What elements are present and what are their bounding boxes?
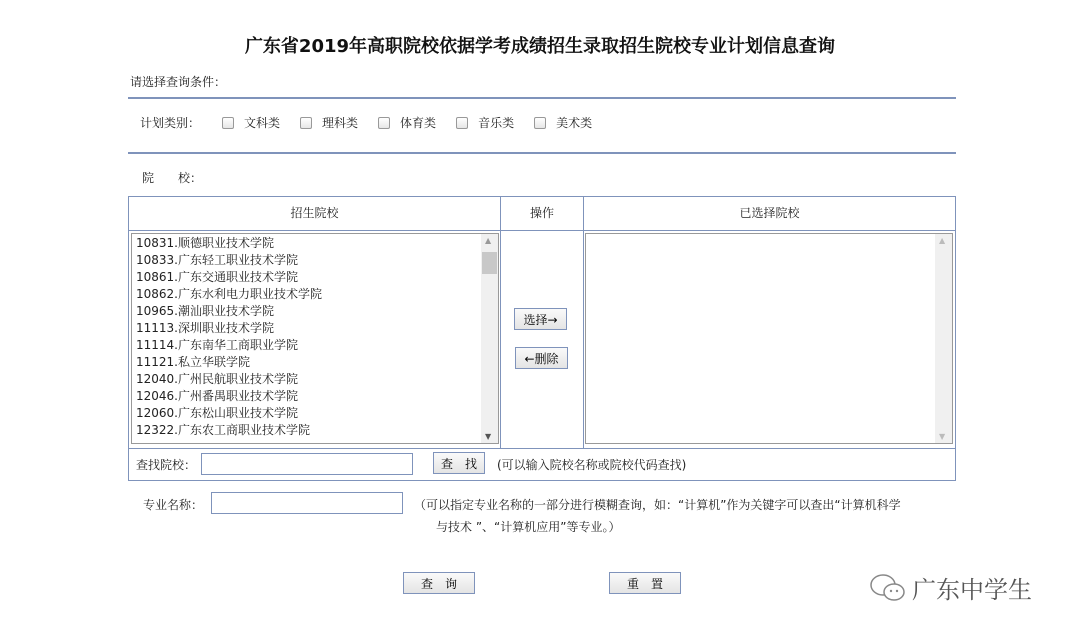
divider: [128, 152, 956, 154]
checkbox-like[interactable]: [300, 114, 358, 131]
checkbox-label: 理科类: [322, 116, 359, 130]
prompt-label: 请选择查询条件：: [130, 75, 227, 89]
school-option[interactable]: 12040.广州民航职业技术学院: [136, 372, 298, 386]
checkbox[interactable]: [534, 117, 546, 129]
school-option[interactable]: 10831.顺德职业技术学院: [136, 236, 274, 250]
reset-button[interactable]: 重 置: [609, 572, 681, 594]
scroll-down-icon[interactable]: ▼: [485, 432, 492, 441]
school-option[interactable]: 12060.广东松山职业技术学院: [136, 406, 298, 420]
checkbox-yinyue[interactable]: [456, 114, 514, 131]
watermark: [868, 570, 1032, 605]
header-schools: 招生院校: [128, 196, 501, 231]
scrollbar[interactable]: [935, 234, 952, 443]
find-label: 查找院校：: [136, 458, 197, 472]
plan-type-label: 计划类别：: [140, 116, 201, 130]
school-option[interactable]: 12322.广东农工商职业技术学院: [136, 423, 310, 437]
scroll-down-icon[interactable]: ▼: [939, 432, 946, 441]
school-option[interactable]: 11113.深圳职业技术学院: [136, 321, 274, 335]
remove-button[interactable]: ←删除: [515, 347, 568, 369]
checkbox-label: 体育类: [400, 116, 437, 130]
checkbox-label: 文科类: [244, 116, 281, 130]
checkbox[interactable]: [378, 117, 390, 129]
selected-listbox[interactable]: [585, 233, 953, 444]
school-listbox[interactable]: [131, 233, 499, 444]
school-option[interactable]: 10862.广东水利电力职业技术学院: [136, 287, 322, 301]
scrollbar[interactable]: [481, 234, 498, 443]
checkbox-tiyu[interactable]: [378, 114, 436, 131]
school-option[interactable]: 11121.私立华联学院: [136, 355, 250, 369]
find-button[interactable]: 查 找: [433, 452, 485, 474]
school-option[interactable]: 11114.广东南华工商职业学院: [136, 338, 298, 352]
query-button[interactable]: 查 询: [403, 572, 475, 594]
scroll-thumb[interactable]: [482, 252, 497, 274]
checkbox-wenke[interactable]: [222, 114, 280, 131]
checkbox-meishu[interactable]: [534, 114, 592, 131]
wechat-icon: [868, 571, 908, 605]
school-option[interactable]: 10861.广东交通职业技术学院: [136, 270, 298, 284]
ops-cell: [500, 230, 584, 449]
checkbox[interactable]: [222, 117, 234, 129]
checkbox-label: 音乐类: [478, 116, 515, 130]
watermark-text: 广东中学生: [912, 576, 1032, 604]
checkbox[interactable]: [300, 117, 312, 129]
find-school-input[interactable]: [201, 453, 413, 475]
header-ops: 操作: [500, 196, 584, 231]
major-hint-line1: （可以指定专业名称的一部分进行模糊查询，如：“计算机”作为关键字可以查出“计算机科学: [414, 498, 901, 512]
checkbox-label: 美术类: [556, 116, 593, 130]
scroll-up-icon[interactable]: ▲: [485, 236, 492, 245]
school-option[interactable]: 10833.广东轻工职业技术学院: [136, 253, 298, 267]
school-option[interactable]: 12046.广州番禺职业技术学院: [136, 389, 298, 403]
school-option[interactable]: 10965.潮汕职业技术学院: [136, 304, 274, 318]
school-label: 院 校：: [142, 171, 203, 185]
page-title: 广东省2019年高职院校依据学考成绩招生录取招生院校专业计划信息查询: [244, 36, 836, 57]
major-label: 专业名称：: [143, 498, 204, 512]
scroll-up-icon[interactable]: ▲: [939, 236, 946, 245]
major-hint-line2: 与技术 ”、“计算机应用”等专业。）: [436, 520, 621, 534]
checkbox[interactable]: [456, 117, 468, 129]
select-button[interactable]: 选择→: [514, 308, 567, 330]
header-selected: 已选择院校: [583, 196, 956, 231]
divider: [128, 97, 956, 99]
plan-type-row: [140, 114, 612, 131]
major-name-input[interactable]: [211, 492, 403, 514]
school-options: [132, 235, 480, 443]
find-hint: (可以输入院校名称或院校代码查找): [497, 458, 687, 472]
